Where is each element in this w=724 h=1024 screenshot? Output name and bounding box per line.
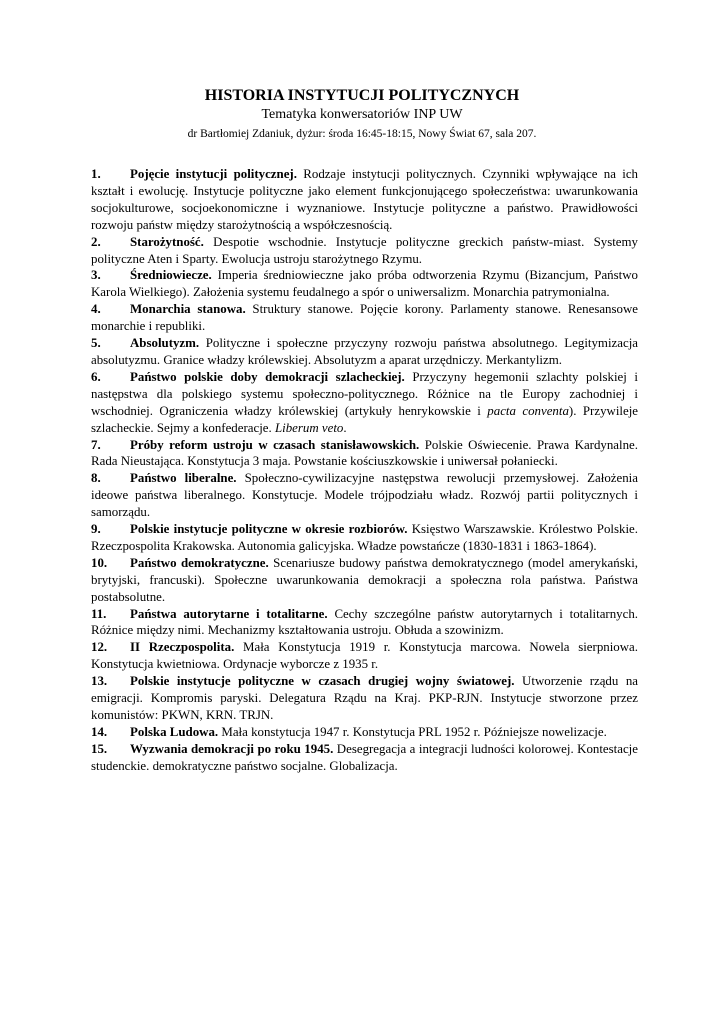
topic-description bbox=[91, 234, 638, 268]
topic-text: Księstwo Warszawskie. Królestwo Polskie. Rzeczpospolita Krakowska. Autonomia galicyjska. Władze powstańcze (1830-1831 i 1863-1864). bbox=[91, 522, 638, 553]
topic-title: Polska Ludowa. bbox=[130, 724, 219, 739]
topic-item bbox=[91, 555, 638, 606]
topic-text: Mała Konstytucja 1919 r. Konstytucja marcowa. Nowela sierpniowa. Konstytucja kwietniowa. Ordynacje wyborcze z 1935 r. bbox=[91, 640, 638, 672]
topic-text: Polskie Oświecenie. Prawa Kardynalne. Rada Nieustająca. Konstytucja 3 maja. Powstanie kościuszkowskie i uniwersał połaniecki. bbox=[91, 437, 639, 469]
topic-title: Pojęcie instytucji politycznej. bbox=[130, 167, 297, 181]
topic-item bbox=[91, 301, 638, 335]
topic-number: 8. bbox=[91, 471, 101, 486]
topic-title: Absolutyzm. bbox=[130, 336, 200, 351]
document-header bbox=[0, 86, 724, 142]
topic-title: Polskie instytucje polityczne w okresie rozbiorów. bbox=[130, 522, 408, 537]
topic-text: Scenariusze budowy państwa demokratycznego (model amerykański, brytyjski, francuski). Społeczne uwarunkowania demokracji a społeczna rola państwa. Państwa postabsolutne. bbox=[91, 555, 638, 604]
topic-item bbox=[91, 437, 638, 471]
topic-title: Monarchia stanowa. bbox=[130, 302, 246, 317]
topic-item bbox=[91, 166, 638, 234]
topic-text: Rodzaje instytucji politycznych. Czynniki wpływające na ich kształt i ewolucję. Instytucje polityczne jako element funkcjonującego społeczeństwa: uwarunkowania socjokulturowe, socjoekonomiczne i wyznaniowe. Instytucje polityczne a państwo. Prawidłowości rozwoju państw między starożytnością a współczesnością. bbox=[91, 167, 638, 232]
topic-text: Struktury stanowe. Pojęcie korony. Parlamenty stanowe. Renesansowe monarchie i republiki. bbox=[91, 302, 638, 334]
topic-item bbox=[91, 234, 638, 268]
topic-description bbox=[91, 673, 638, 724]
topic-number: 7. bbox=[91, 437, 101, 452]
topic-item bbox=[91, 335, 638, 369]
topic-text: ). Przywileje szlacheckie. Sejmy a konfederacje. bbox=[91, 403, 639, 435]
document-title: HISTORIA INSTYTUCJI POLITYCZNYCH bbox=[204, 87, 520, 104]
topic-item bbox=[91, 741, 638, 775]
topic-text: Cechy szczególne państw autorytarnych i totalitarnych. Różnice między nimi. Mechanizmy kształtowania ustroju. Obłuda a szowinizm. bbox=[91, 606, 639, 638]
topic-number: 15. bbox=[91, 741, 108, 756]
topic-text: Społeczno-cywilizacyjne następstwa rewolucji przemysłowej. Założenia ideowe państwa liberalnego. Konstytucje. Modele trójpodziału władz. Rozwój partii politycznych i samorządu. bbox=[91, 471, 638, 520]
topic-text-italic: pacta conventa bbox=[487, 403, 569, 418]
topic-title: Średniowiecze. bbox=[130, 268, 212, 283]
topic-item bbox=[91, 470, 638, 521]
topic-list bbox=[91, 166, 638, 775]
topic-title: Starożytność. bbox=[130, 234, 204, 249]
topic-description bbox=[91, 555, 638, 606]
topic-number: 1. bbox=[91, 167, 101, 181]
topic-description bbox=[91, 724, 638, 741]
topic-text: Polityczne i społeczne przyczyny rozwoju państwa absolutnego. Legitymizacja absolutyzmu. Granice władzy królewskiej. Absolutyzm a aparat urzędniczy. Merkantylizm. bbox=[91, 336, 639, 367]
topic-item bbox=[91, 369, 638, 437]
topic-number: 12. bbox=[91, 640, 108, 655]
topic-text-italic: Liberum veto bbox=[274, 420, 344, 435]
topic-description bbox=[91, 267, 638, 301]
topic-number: 9. bbox=[91, 522, 101, 537]
topic-number: 10. bbox=[91, 555, 108, 570]
topic-number: 4. bbox=[91, 302, 101, 317]
topic-item bbox=[91, 724, 638, 741]
topic-title: Państwo liberalne. bbox=[130, 471, 237, 486]
topic-item bbox=[91, 639, 638, 673]
topic-text: Despotie wschodnie. Instytucje polityczne greckich państw-miast. Systemy polityczne Aten i Sparty. Ewolucja ustroju starożytnego Rzymu. bbox=[91, 234, 638, 266]
document-subtitle: Tematyka konwersatoriów INP UW bbox=[261, 107, 463, 122]
topic-number: 2. bbox=[91, 234, 101, 249]
topic-description bbox=[91, 470, 638, 521]
topic-text: Imperia średniowieczne jako próba odtworzenia Rzymu (Bizancjum, Państwo Karola Wielkiego). Założenia systemu feudalnego a spór o uniwersalizm. Monarchia patrymonialna. bbox=[91, 268, 638, 300]
topic-title: Polskie instytucje polityczne w czasach drugiej wojny światowej. bbox=[130, 674, 515, 689]
topic-description bbox=[91, 369, 638, 437]
instructor-info: dr Bartłomiej Zdaniuk, dyżur: środa 16:45-18:15, Nowy Świat 67, sala 207. bbox=[187, 128, 537, 140]
topic-description bbox=[91, 741, 638, 775]
topic-item bbox=[91, 606, 638, 640]
topic-title: Próby reform ustroju w czasach stanisławowskich. bbox=[130, 437, 420, 452]
topic-item bbox=[91, 267, 638, 301]
topic-number: 14. bbox=[91, 724, 108, 739]
topic-title: Państwo demokratyczne. bbox=[130, 555, 269, 570]
topic-description bbox=[91, 335, 638, 369]
topic-description bbox=[91, 639, 638, 673]
topic-text: Desegregacja a integracji ludności kolorowej. Kontestacje studenckie. demokratyczne państwo socjalne. Globalizacja. bbox=[91, 741, 638, 773]
topic-description bbox=[91, 301, 638, 335]
topic-text: Mała konstytucja 1947 r. Konstytucja PRL 1952 r. Późniejsze nowelizacje. bbox=[221, 724, 607, 739]
topic-description bbox=[91, 521, 638, 555]
topic-description bbox=[91, 166, 638, 234]
topic-number: 5. bbox=[91, 336, 101, 351]
topic-title: II Rzeczpospolita. bbox=[130, 640, 235, 655]
topic-item bbox=[91, 521, 638, 555]
topic-item bbox=[91, 673, 638, 724]
topic-number: 11. bbox=[91, 606, 107, 621]
topic-number: 6. bbox=[91, 369, 101, 384]
topic-title: Państwa autorytarne i totalitarne. bbox=[130, 606, 328, 621]
topic-description bbox=[91, 606, 638, 640]
topic-title: Wyzwania demokracji po roku 1945. bbox=[130, 741, 334, 756]
topic-number: 13. bbox=[91, 674, 108, 689]
topic-text: Utworzenie rządu na emigracji. Kompromis paryski. Delegatura Rządu na Kraj. PKP-RJN. Instytucje stworzone przez komunistów: PKWN, KRN. TRJN. bbox=[91, 674, 639, 722]
topic-text: Przyczyny hegemonii szlachty polskiej i następstwa dla polskiego systemu społeczno-politycznego. Różnice na tle Europy zachodniej i wschodniej. Ograniczenia władzy królewskiej (artykuły henrykowskie i bbox=[91, 369, 638, 418]
topic-description bbox=[91, 437, 638, 471]
topic-text: . bbox=[343, 420, 347, 435]
topic-number: 3. bbox=[91, 268, 101, 283]
topic-title: Państwo polskie doby demokracji szlacheckiej. bbox=[130, 369, 405, 384]
